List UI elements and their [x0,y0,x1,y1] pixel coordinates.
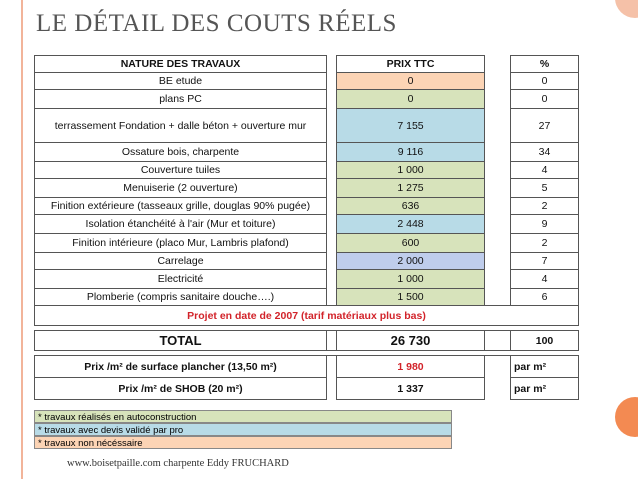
row-nature: Ossature bois, charpente [35,143,327,162]
project-note: Projet en date de 2007 (tarif matériaux plus bas) [35,306,579,326]
row-pct: 6 [511,289,579,306]
legend-devis-pro: * travaux avec devis validé par pro [34,423,452,436]
row-nature: Isolation étanchéité à l'air (Mur et toiture) [35,215,327,234]
row-pct: 5 [511,179,579,198]
row-pct: 2 [511,234,579,253]
table-row [35,162,579,179]
table-row [35,215,579,234]
row-prix: 2 448 [337,215,485,234]
table-row [35,234,579,253]
surface-plancher-value: 1 980 [337,356,485,378]
row-nature: Plomberie (compris sanitaire douche….) [35,289,327,306]
row-pct: 0 [511,90,579,109]
total-label: TOTAL [35,331,327,351]
footer-credit: www.boisetpaille.com charpente Eddy FRUCHARD [67,458,289,469]
decorative-circle-bottom [615,397,638,437]
decorative-circle-top [615,0,638,18]
cost-table [34,55,579,400]
row-prix: 2 000 [337,253,485,270]
table-row [35,90,579,109]
row-pct: 27 [511,109,579,143]
table-header-row [35,56,579,73]
row-prix: 1 275 [337,179,485,198]
shob-value: 1 337 [337,378,485,400]
legend-autoconstruction: * travaux réalisés en autoconstruction [34,410,452,423]
header-nature: NATURE DES TRAVAUX [35,56,327,73]
row-nature: Carrelage [35,253,327,270]
row-nature: Finition extérieure (tasseaux grille, douglas 90% pugée) [35,198,327,215]
header-pct: % [511,56,579,73]
row-pct: 0 [511,73,579,90]
total-pct: 100 [511,331,579,351]
row-nature: terrassement Fondation + dalle béton + ouverture mur [35,109,327,143]
row-pct: 2 [511,198,579,215]
row-pct: 34 [511,143,579,162]
row-prix: 9 116 [337,143,485,162]
surface-plancher-label: Prix /m² de surface plancher (13,50 m²) [35,356,327,378]
row-prix: 1 000 [337,270,485,289]
row-nature: plans PC [35,90,327,109]
row-nature: Menuiserie (2 ouverture) [35,179,327,198]
table-row [35,270,579,289]
shob-unit: par m² [511,378,579,400]
row-nature: Couverture tuiles [35,162,327,179]
row-pct: 9 [511,215,579,234]
row-prix: 7 155 [337,109,485,143]
legend-non-necessaire: * travaux non nécéssaire [34,436,452,449]
row-nature: BE etude [35,73,327,90]
total-row [35,331,579,351]
table-row [35,253,579,270]
left-accent-rule [21,0,23,479]
table-row [35,289,579,306]
total-value: 26 730 [337,331,485,351]
project-note-row [35,306,579,326]
price-surface-plancher-row [35,356,579,378]
row-nature: Finition intérieure (placo Mur, Lambris plafond) [35,234,327,253]
row-prix: 1 000 [337,162,485,179]
table-row [35,198,579,215]
table-row [35,179,579,198]
price-shob-row [35,378,579,400]
row-nature: Electricité [35,270,327,289]
table-row [35,73,579,90]
row-prix: 0 [337,90,485,109]
row-pct: 7 [511,253,579,270]
row-prix: 0 [337,73,485,90]
row-prix: 636 [337,198,485,215]
row-prix: 600 [337,234,485,253]
header-prix: PRIX TTC [337,56,485,73]
surface-plancher-unit: par m² [511,356,579,378]
slide-title: LE DÉTAIL DES COUTS RÉELS [36,10,397,37]
row-pct: 4 [511,162,579,179]
table-row [35,109,579,143]
row-pct: 4 [511,270,579,289]
shob-label: Prix /m² de SHOB (20 m²) [35,378,327,400]
row-prix: 1 500 [337,289,485,306]
table-row [35,143,579,162]
